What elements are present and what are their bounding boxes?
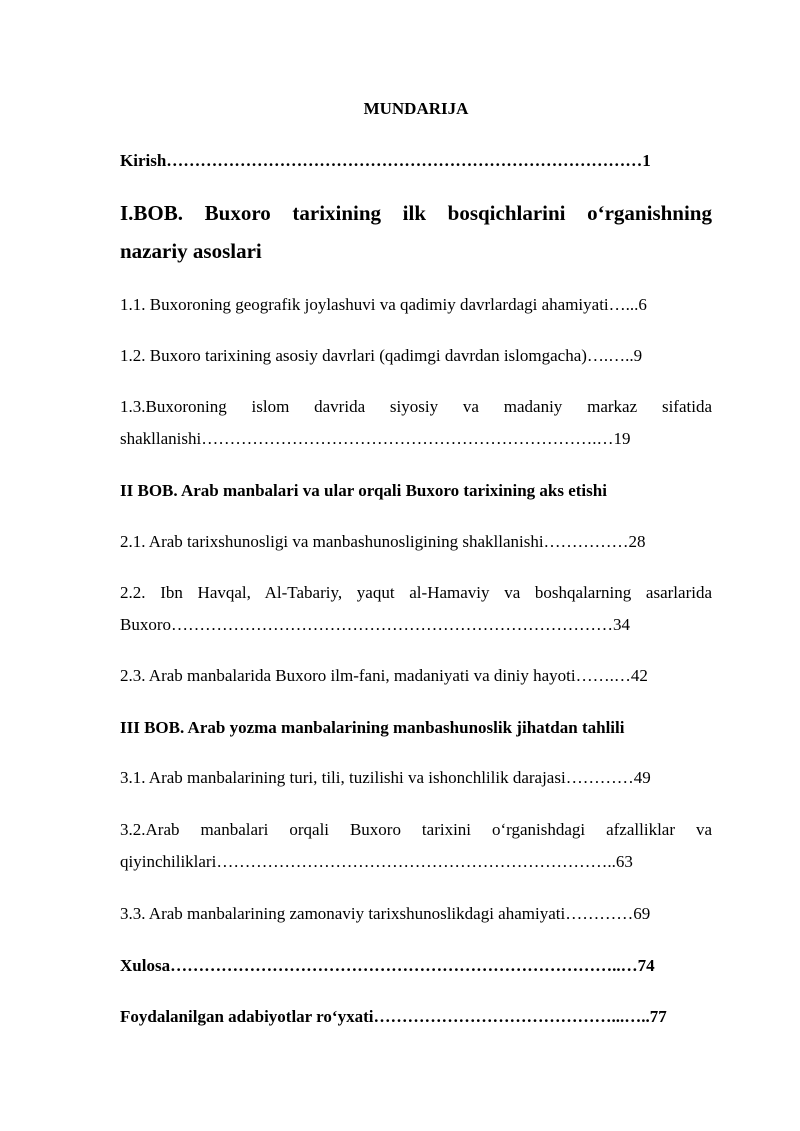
toc-entry-1-3-line-2: shakllanishi…………………………………………………………….…19 [120, 429, 631, 448]
toc-entry-xulosa: Xulosa……………………………………………………………………..…74 [120, 956, 655, 975]
toc-chapter-1-line-2: nazariy asoslari [120, 239, 262, 263]
toc-chapter-1-line-1: I.BOB. Buxoro tarixining ilk bosqichlarini o‘rganishning [120, 201, 712, 225]
toc-entry-1-1: 1.1. Buxoroning geografik joylashuvi va qadimiy davrlardagi ahamiyati…...6 [120, 295, 647, 314]
toc-chapter-3: III BOB. Arab yozma manbalarining manbashunoslik jihatdan tahlili [120, 718, 625, 737]
toc-entry-3-2-line-2: qiyinchiliklari……………………………………………………………..63 [120, 852, 633, 871]
toc-chapter-2: II BOB. Arab manbalari va ular orqali Buxoro tarixining aks etishi [120, 481, 607, 500]
toc-entry-3-1: 3.1. Arab manbalarining turi, tili, tuzilishi va ishonchlilik darajasi…………49 [120, 768, 651, 787]
toc-entry-1-2: 1.2. Buxoro tarixining asosiy davrlari (qadimgi davrdan islomgacha)….…..9 [120, 346, 643, 365]
toc-entry-kirish: Kirish…………………………………………………………………………1 [120, 151, 651, 170]
toc-entry-2-1: 2.1. Arab tarixshunosligi va manbashunosligining shakllanishi……………28 [120, 532, 646, 551]
page-title: MUNDARIJA [363, 99, 469, 118]
toc-entry-2-3: 2.3. Arab manbalarida Buxoro ilm-fani, madaniyati va diniy hayoti…….…42 [120, 666, 648, 685]
toc-entry-3-3: 3.3. Arab manbalarining zamonaviy tarixshunoslikdagi ahamiyati…………69 [120, 904, 651, 923]
toc-entry-2-2-line-2: Buxoro……………………………………………………………………34 [120, 615, 630, 634]
toc-entry-adabiyotlar: Foydalanilgan adabiyotlar ro‘yxati……………………………………...…..77 [120, 1007, 667, 1026]
toc-entry-1-3-line-1: 1.3.Buxoroning islom davrida siyosiy va madaniy markaz sifatida [120, 397, 712, 416]
toc-entry-2-2-line-1: 2.2. Ibn Havqal, Al-Tabariy, yaqut al-Hamaviy va boshqalarning asarlarida [120, 583, 712, 602]
toc-entry-3-2-line-1: 3.2.Arab manbalari orqali Buxoro tarixini o‘rganishdagi afzalliklar va [120, 820, 712, 839]
